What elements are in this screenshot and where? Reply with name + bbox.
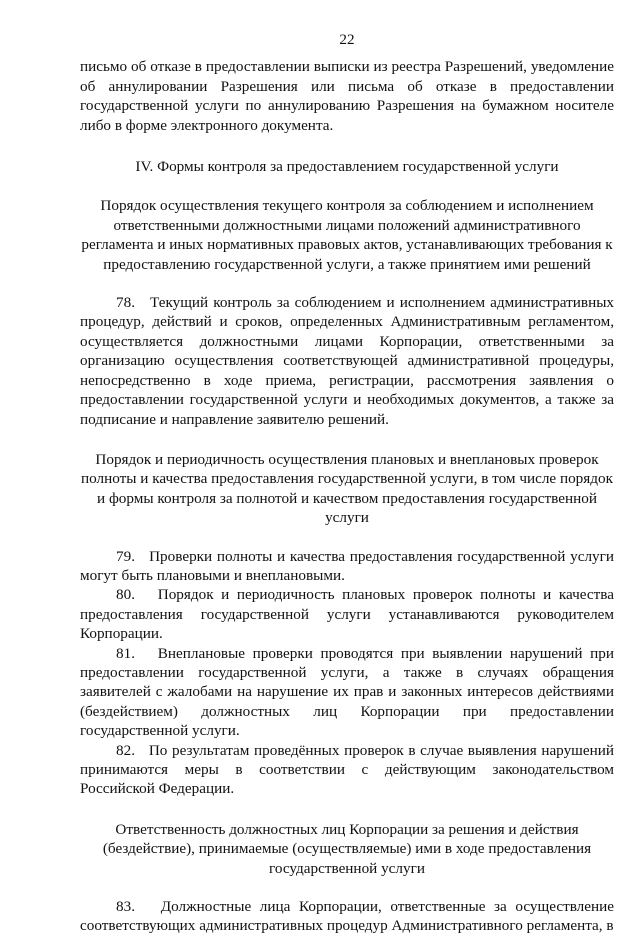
paragraph-78: 78. Текущий контроль за соблюдением и исполнением административных процедур, действий и сроков, определенных Административным регламентом, осуществляется должностными лицами Корпорации, ответственными за организацию осуществления соответствующей административной процедуры, непосредственно в ходе приема, регистрации, рассмотрения заявления о предоставлении государственной услуги и необходимых документов, а также за подписание и направление заявителю решений. (80, 294, 614, 428)
heading-responsibility: Ответственность должностных лиц Корпорации за решения и действия (бездействие), принимаемые (осуществляемые) ими в ходе предоставления государственной услуги (102, 820, 592, 877)
paragraph-81: 81. Внеплановые проверки проводятся при выявлении нарушений при предоставлении государственной услуги, а также в случаях обращения заявителей с жалобами на нарушение их прав и законных интересов действиями (бездействием) должностных лиц Корпорации при предоставлении государственной услуги. (80, 644, 614, 740)
section-iv-title: IV. Формы контроля за предоставлением государственной услуги (135, 158, 559, 176)
intro-paragraph: письмо об отказе в предоставлении выписки из реестра Разрешений, уведомление об аннулировании Разрешения или письма об отказе в предоставлении государственной услуги по аннулированию Разрешения на бумажном носителе либо в форме электронного документа. (80, 58, 614, 134)
document-page (80, 30, 614, 936)
paragraph-80: 80. Порядок и периодичность плановых проверок полноты и качества предоставления государственной услуги устанавливаются руководителем Корпорации. (80, 586, 614, 643)
paragraph-83: 83. Должностные лица Корпорации, ответственные за осуществление соответствующих административных процедур Административного регламента, в (80, 898, 614, 935)
paragraph-82: 82. По результатам проведённых проверок в случае выявления нарушений принимаются меры в соответствии с действующим законодательством Российской Федерации. (80, 741, 614, 798)
paragraph-79: 79. Проверки полноты и качества предоставления государственной услуги могут быть плановыми и внеплановыми. (80, 547, 614, 584)
page-number: 22 (339, 31, 355, 48)
heading-current-control: Порядок осуществления текущего контроля за соблюдением и исполнением ответственными должностными лицами положений административного регламента и иных нормативных правовых актов, устанавливающих требования к предоставлению государственной услуги, а также принятием ими решений (81, 197, 613, 273)
heading-inspections: Порядок и периодичность осуществления плановых и внеплановых проверок полноты и качества предоставления государственной услуги, в том числе порядок и формы контроля за полнотой и качеством предоставления государственной услуги (81, 450, 613, 527)
